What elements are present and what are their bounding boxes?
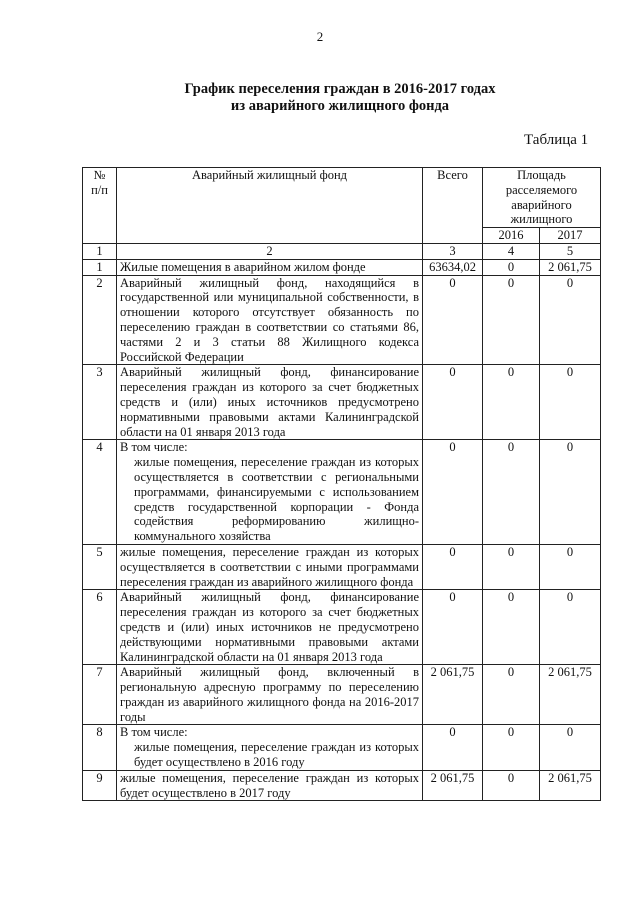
header-year-2016: 2016 (483, 228, 540, 244)
table-label: Таблица 1 (524, 132, 589, 148)
row-2016: 0 (483, 770, 540, 801)
row-2016: 0 (483, 725, 540, 770)
row-text: Аварийный жилищный фонд, находящийся в государственной или муниципальной собственности, в отношении которого отсутствует обязанность по переселению граждан в соответствии со статьями 86, частями 2 и 3 статьи 88 Жилищного кодекса Российской Федерации (120, 275, 419, 364)
table-row (83, 440, 601, 545)
row-text: жилые помещения, переселение граждан из которых будет осуществлено в 2017 году (120, 770, 419, 800)
row-num: 8 (83, 725, 117, 770)
row-total: 0 (423, 440, 483, 545)
document-title (0, 81, 640, 115)
row-2016: 0 (483, 544, 540, 589)
row-total: 0 (423, 544, 483, 589)
row-2017: 0 (540, 365, 601, 440)
table-row (83, 725, 601, 770)
row-text: жилые помещения, переселение граждан из которых будет осуществлено в 2016 году (134, 740, 419, 770)
row-2017: 0 (540, 725, 601, 770)
row-total: 0 (423, 725, 483, 770)
header-area: Площадь расселяемого аварийного жилищного (483, 168, 601, 228)
row-description (117, 365, 423, 440)
row-2017: 0 (540, 275, 601, 365)
header-total: Всего (423, 168, 483, 244)
row-num: 6 (83, 590, 117, 665)
row-text: жилые помещения, переселение граждан из которых осуществляется в соответствии с региональными программами, финансируемыми с использованием средств государственной корпорации - Фонда содействия реформированию жилищно-коммунального хозяйства (134, 455, 419, 544)
table-row (83, 665, 601, 725)
row-2017: 0 (540, 544, 601, 589)
row-text: жилые помещения, переселение граждан из которых осуществляется в соответствии с иными программами переселения граждан из аварийного жилищного фонда (120, 544, 419, 589)
row-2016: 0 (483, 259, 540, 275)
row-description (117, 590, 423, 665)
row-description (117, 259, 423, 275)
row-2016: 0 (483, 365, 540, 440)
row-total: 63634,02 (423, 259, 483, 275)
row-description (117, 544, 423, 589)
table-row (83, 590, 601, 665)
index-row (83, 243, 601, 259)
row-2017: 2 061,75 (540, 770, 601, 801)
row-description (117, 725, 423, 770)
row-total: 0 (423, 275, 483, 365)
row-2017: 2 061,75 (540, 259, 601, 275)
table-row (83, 275, 601, 365)
row-2017: 2 061,75 (540, 665, 601, 725)
page-number: 2 (316, 29, 324, 44)
resettlement-table (82, 167, 601, 801)
row-2017: 0 (540, 590, 601, 665)
table-row (83, 770, 601, 801)
index-cell: 2 (117, 243, 423, 259)
row-2017: 0 (540, 440, 601, 545)
row-description (117, 770, 423, 801)
index-cell: 1 (83, 243, 117, 259)
index-cell: 4 (483, 243, 540, 259)
row-num: 2 (83, 275, 117, 365)
row-text: Жилые помещения в аварийном жилом фонде (120, 259, 366, 274)
table-row (83, 259, 601, 275)
row-text: Аварийный жилищный фонд, включенный в региональную адресную программу по переселению граждан из аварийного жилищного фонда на 2016-2017 годы (120, 665, 419, 724)
header-num: № п/п (83, 168, 117, 244)
row-description (117, 440, 423, 545)
row-num: 7 (83, 665, 117, 725)
row-text: Аварийный жилищный фонд, финансирование переселения граждан из которого за счет бюджетных средств и (или) иных источников предусмотрено нормативными правовыми актами Калининградской области на 01 января 2013 года (120, 365, 419, 439)
index-cell: 3 (423, 243, 483, 259)
header-fund: Аварийный жилищный фонд (117, 168, 423, 244)
row-text: В том числе: (120, 440, 188, 455)
row-total: 0 (423, 590, 483, 665)
row-text: В том числе: (120, 725, 188, 740)
row-2016: 0 (483, 275, 540, 365)
row-total: 0 (423, 365, 483, 440)
row-total: 2 061,75 (423, 665, 483, 725)
title-line-1: График переселения граждан в 2016-2017 годах (184, 81, 496, 97)
table-row (83, 365, 601, 440)
row-description (117, 275, 423, 365)
row-total: 2 061,75 (423, 770, 483, 801)
title-line-2: из аварийного жилищного фонда (230, 98, 450, 114)
row-text: Аварийный жилищный фонд, финансирование переселения граждан из которого за счет бюджетных средств и (или) иных источников не предусмотрено действующими нормативными правовыми актами Калининградской области на 01 января 2013 года (120, 590, 419, 664)
row-num: 9 (83, 770, 117, 801)
header-year-2017: 2017 (540, 228, 601, 244)
row-2016: 0 (483, 590, 540, 665)
row-num: 1 (83, 259, 117, 275)
table-row (83, 544, 601, 589)
row-description (117, 665, 423, 725)
row-2016: 0 (483, 665, 540, 725)
row-num: 4 (83, 440, 117, 545)
row-num: 5 (83, 544, 117, 589)
row-2016: 0 (483, 440, 540, 545)
row-num: 3 (83, 365, 117, 440)
index-cell: 5 (540, 243, 601, 259)
